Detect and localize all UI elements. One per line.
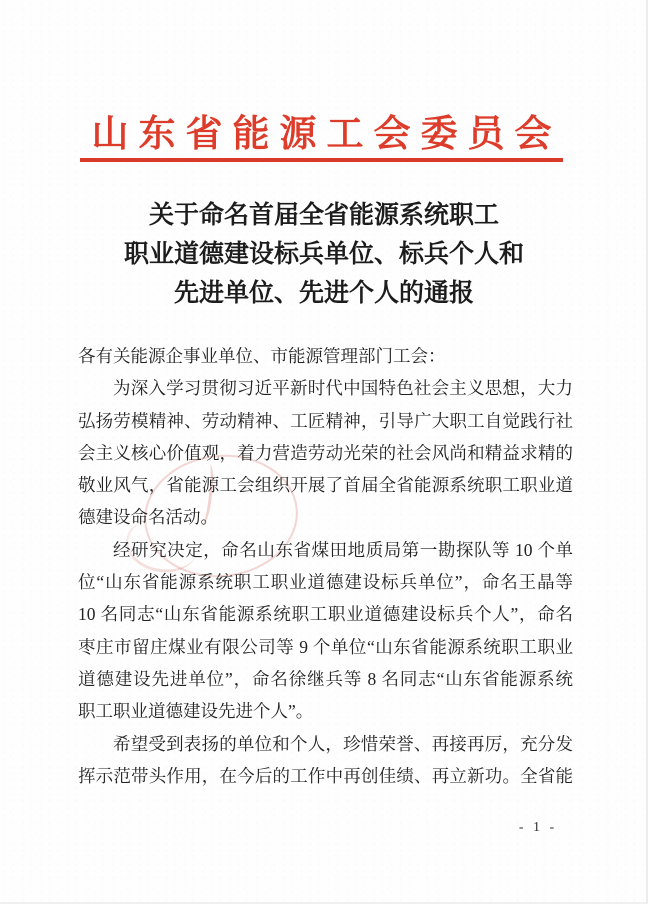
document-body bbox=[78, 340, 573, 792]
document-title-line-1: 关于命名首届全省能源系统职工 bbox=[148, 202, 499, 229]
document-title bbox=[60, 196, 588, 313]
body-line: 10 名同志“山东省能源系统职工职业道德建设标兵个人”，命名 bbox=[78, 604, 573, 625]
body-line: 枣庄市留庄煤业有限公司等 9 个单位“山东省能源系统职工职业 bbox=[78, 636, 573, 657]
body-line: 希望受到表扬的单位和个人，珍惜荣誉、再接再厉，充分发 bbox=[113, 733, 573, 754]
body-line: 位“山东省能源系统职工职业道德建设标兵单位”，命名王晶等 bbox=[78, 572, 573, 593]
body-line: 会主义核心价值观，着力营造劳动光荣的社会风尚和精益求精的 bbox=[78, 442, 573, 463]
letterhead-org-title: 山东省能源工会委员会 bbox=[91, 114, 562, 155]
document-title-line-3: 先进单位、先进个人的通报 bbox=[173, 280, 474, 307]
page-number: - 1 - bbox=[518, 820, 558, 835]
body-line: 道德建设先进单位”，命名徐继兵等 8 名同志“山东省能源系统 bbox=[78, 668, 573, 689]
body-line: 弘扬劳模精神、劳动精神、工匠精神，引导广大职工自觉践行社 bbox=[78, 410, 573, 431]
document-title-line-2: 职业道德建设标兵单位、标兵个人和 bbox=[123, 241, 524, 268]
letterhead-divider-rule bbox=[80, 158, 563, 162]
body-line: 经研究决定，命名山东省煤田地质局第一勘探队等 10 个单 bbox=[113, 539, 573, 560]
body-line: 德建设命名活动。 bbox=[78, 507, 218, 528]
body-line: 职工职业道德建设先进个人”。 bbox=[78, 701, 314, 722]
body-line: 为深入学习贯彻习近平新时代中国特色社会主义思想，大力 bbox=[113, 378, 573, 399]
body-line: 敬业风气，省能源工会组织开展了首届全省能源系统职工职业道 bbox=[78, 475, 573, 496]
body-line: 挥示范带头作用，在今后的工作中再创佳绩、再立新功。全省能 bbox=[78, 765, 573, 786]
salutation-line: 各有关能源企事业单位、市能源管理部门工会： bbox=[78, 346, 446, 366]
